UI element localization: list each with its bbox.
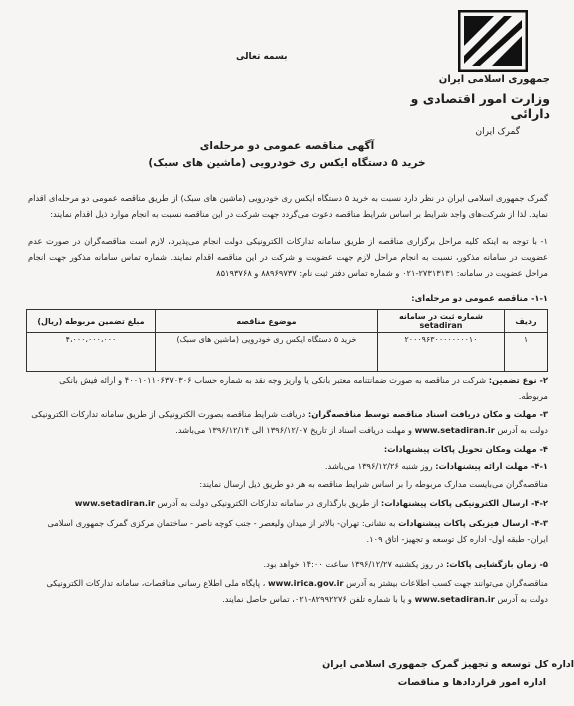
electronic-url-link[interactable]: www.setadiran.ir xyxy=(74,498,155,508)
intro-paragraph: گمرک جمهوری اسلامی ایران در نظر دارد نسبت به خرید ۵ دستگاه ایکس ری خودرویی (ماشین های سبک) از طریق مناقصه عمومی دو مرحله‌ای اقدام نماید. لذا از شرکت‌های واجد شرایط بر اساس شرایط مناقصه دعوت می‌گردد جهت شرکت در این مناقصه نسبت به انجام موارد ذیل اقدام نمایند: xyxy=(28,193,549,219)
tender-table xyxy=(26,309,548,372)
docs-url-link[interactable]: www.setadiran.ir xyxy=(414,425,495,435)
contact-text-2: ، پایگاه ملی اطلاع رسانی مناقصات، سامانه تدارکات الکترونیکی دولت به آدرس xyxy=(46,578,548,604)
docs-label: ۳- مهلت و مکان دریافت اسناد مناقصه توسط مناقصه‌گران: xyxy=(307,409,548,419)
deadline-text: روز شنبه ۱۳۹۶/۱۲/۲۶ می‌باشد. xyxy=(324,461,433,471)
docs-section xyxy=(28,406,548,438)
office-name: اداره امور قراردادها و مناقصات xyxy=(397,677,546,688)
contact-section xyxy=(28,575,548,607)
guarantee-label: ۲- نوع تضمین: xyxy=(488,375,548,385)
physical-label: ۴-۳- ارسال فیزیکی پاکات پیشنهادات xyxy=(398,518,548,528)
country-name: جمهوری اسلامی ایران xyxy=(438,74,550,85)
guarantee-text: شرکت در مناقصه به صورت ضمانتنامه معتبر بانکی یا واریز وجه نقد به شماره حساب ۴۰۰۱۰۱۱۰۶۳۷۰۳۰۶ و ارائه فیش بانکی مربوطه. xyxy=(59,375,548,401)
setadiran-url-link[interactable]: www.setadiran.ir xyxy=(414,594,495,604)
notice-title: آگهی مناقصه عمومی دو مرحله‌ای xyxy=(199,140,375,152)
signature-block xyxy=(134,656,574,692)
col-tender-subject: موضوع مناقصه xyxy=(156,310,378,333)
section1-heading: ۱-۱- مناقصه عمومی دو مرحله‌ای: xyxy=(411,293,548,303)
docs-date-text: و مهلت دریافت اسناد از تاریخ ۱۳۹۶/۱۲/۰۷ الی ۱۳۹۶/۱۲/۱۴ می‌باشد. xyxy=(175,425,412,435)
deadline-label: ۴-۱- مهلت ارائه پیشنهادات: xyxy=(435,461,548,471)
ministry-header xyxy=(390,74,550,137)
physical-text: به نشانی: تهران- بالاتر از میدان ولیعصر - جنب کوچه ناصر - ساختمان مرکزی گمرک جمهوری اسلامی ایران- طبقه اول- اداره کل توسعه و تجهیز- اتاق ۱۰۹. xyxy=(47,518,548,544)
customs-name: گمرک ایران xyxy=(475,127,520,137)
submission-note: مناقصه‌گران می‌بایست مدارک مربوطه را بر اساس شرایط مناقصه به هر دو طریق ذیل ارسال نمایند: xyxy=(199,479,548,489)
electronic-text: از طریق بارگذاری در سامانه تدارکات الکترونیکی دولت به آدرس xyxy=(157,498,379,508)
guarantee-section xyxy=(28,372,548,404)
notice-subtitle: خرید ۵ دستگاه ایکس ری خودرویی (ماشین های سبک) xyxy=(148,157,426,169)
col-guarantee-amount: مبلغ تضمین مربوطه (ریال) xyxy=(27,310,156,333)
electronic-submission xyxy=(28,495,548,511)
opening-section xyxy=(28,556,548,572)
ministry-name: وزارت امور اقتصادی و دارائی xyxy=(410,91,550,121)
table-row xyxy=(27,333,548,372)
row-number: ۱ xyxy=(505,333,548,372)
opening-label: ۵- زمان بازگشایی پاکات: xyxy=(445,559,548,569)
registration-number: ۲۰۰۰۹۶۳۰۰۰۰۰۰۰۰۱۰ xyxy=(378,333,505,372)
membership-note: ۱- با توجه به اینکه کلیه مراحل برگزاری مناقصه از طریق سامانه تدارکات الکترونیکی دولت انجام می‌پذیرد، لازم است مناقصه‌گران در صورت عدم عضویت در سامانه مذکور، نسبت به انجام مراحل لازم جهت عضویت و شرکت در این مناقصه اقدام نمایند. شماره تماس سامانه مذکور جهت انجام مراحل عضویت در سامانه: ۲۷۳۱۳۱۳۱-۰۲۱ و شماره تماس دفتر ثبت نام: ۸۸۹۶۹۷۳۷ و ۸۵۱۹۳۷۶۸ xyxy=(28,236,548,278)
physical-submission xyxy=(28,515,548,547)
contact-text: مناقصه‌گران می‌توانند جهت کسب اطلاعات بیشتر به آدرس xyxy=(346,578,548,588)
opening-text: در روز یکشنبه ۱۳۹۶/۱۲/۲۷ ساعت ۱۴:۰۰ خواهد بود. xyxy=(263,559,444,569)
col-row-number: ردیف xyxy=(505,310,548,333)
electronic-label: ۴-۲- ارسال الکترونیکی پاکات پیشنهادات: xyxy=(380,498,548,508)
docs-text: دریافت شرایط مناقصه بصورت الکترونیکی از طریق سامانه تدارکات الکترونیکی دولت به آدرس xyxy=(31,409,548,435)
col-registration-number: شماره ثبت در سامانه setadiran xyxy=(378,310,505,333)
guarantee-amount: ۴،۰۰۰،۰۰۰،۰۰۰ xyxy=(27,333,156,372)
basmala: بسمه تعالی xyxy=(236,52,288,62)
contact-phone-text: و یا با شماره تلفن ۸۲۹۹۲۲۷۶-۰۲۱، تماس حاصل نمایند. xyxy=(222,594,412,604)
table-header-row xyxy=(27,310,548,333)
irica-url-link[interactable]: www.irica.gov.ir xyxy=(267,578,344,588)
customs-logo-icon xyxy=(458,10,528,72)
tender-subject: خرید ۵ دستگاه ایکس ری خودرویی (ماشین های سبک) xyxy=(156,333,378,372)
delivery-heading: ۴- مهلت ومکان تحویل پاکات پیشنهادات: xyxy=(383,444,548,454)
department-name: اداره کل توسعه و تجهیز گمرک جمهوری اسلامی ایران xyxy=(322,659,574,670)
deadline-line xyxy=(28,458,548,474)
